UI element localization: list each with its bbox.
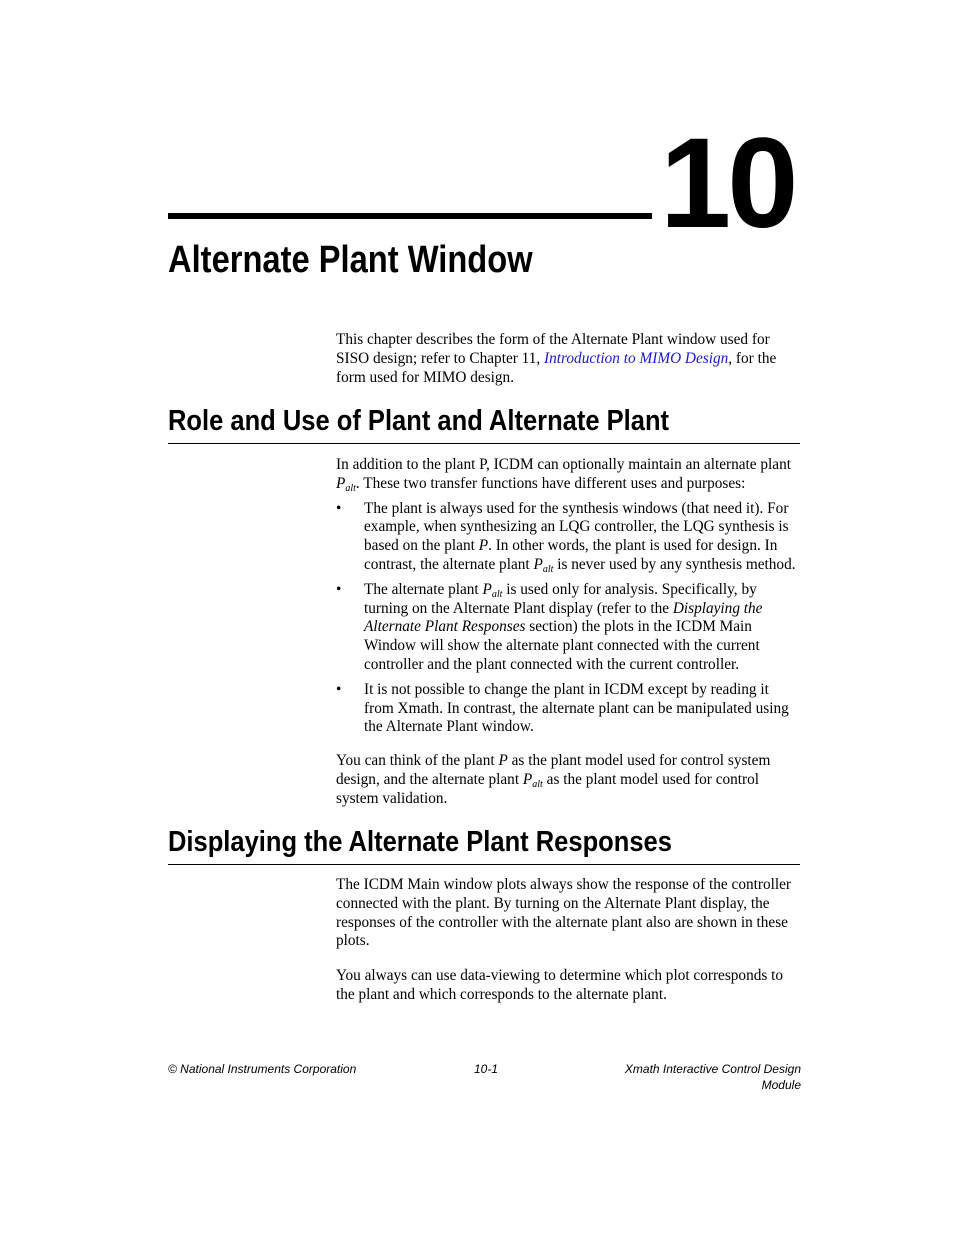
- intro-paragraph: [336, 331, 802, 387]
- section1-body: [336, 456, 802, 743]
- chapter-number: 10: [660, 112, 795, 255]
- section-rule: [168, 443, 800, 444]
- footer-copyright: © National Instruments Corporation: [168, 1062, 357, 1076]
- footer-document-title: Xmath Interactive Control Design Module: [624, 1062, 801, 1092]
- list-item: • It is not possible to change the plant in ICDM except by reading it from Xmath. In contrast, the alternate plant can be manipulated using the Alternate Plant window.: [336, 680, 789, 736]
- chapter-rule: [168, 213, 652, 219]
- section-title-displaying-responses: Displaying the Alternate Plant Responses: [168, 826, 672, 858]
- bullet-marker: •: [336, 580, 342, 598]
- section1-paragraph: In addition to the plant P, ICDM can optionally maintain an alternate plant $P_{alt}$. These two transfer functions have different uses and purposes:: [336, 456, 791, 494]
- section-title-role-and-use: Role and Use of Plant and Alternate Plant: [168, 405, 670, 437]
- list-item: • The alternate plant $P_{alt}$ is used only for analysis. Specifically, by turning on the Alternate Plant display (refer to the Displaying the Alternate Plant Responses section) the plots in the ICDM Main Window will show the alternate plant connected with the current controller and the plant connected with the current controller.: [336, 580, 763, 673]
- bullet-list: [336, 500, 802, 738]
- section1-closing-paragraph: You can think of the plant P as the plant model used for control system design, and the alternate plant $P_{alt}$ as the plant model used for control system validation.: [336, 752, 771, 807]
- section2-paragraph-1: The ICDM Main window plots always show the response of the controller connected with the plant. By turning on the Alternate Plant display, the responses of the controller with the alternate plant also are shown in these plots.: [336, 876, 792, 950]
- intro-text-end: , for the form used for MIMO design.: [336, 349, 777, 386]
- bullet-marker: •: [336, 499, 342, 517]
- intro-text: This chapter describes the form of the Alternate Plant window used for SISO design; refer to Chapter 11,: [336, 331, 770, 367]
- section-rule: [168, 864, 800, 865]
- list-item: • The plant is always used for the synthesis windows (that need it). For example, when synthesizing an LQG controller, the LQG synthesis is based on the plant P. In other words, the plant is used for design. In contrast, the alternate plant $P_{alt}$ is never used by any synthesis method.: [336, 499, 796, 575]
- section2-paragraph-2: You always can use data-viewing to determine which plot corresponds to the plant and which corresponds to the alternate plant.: [336, 967, 784, 1003]
- footer-page-number: 10-1: [474, 1062, 499, 1076]
- chapter-title: Alternate Plant Window: [168, 239, 533, 281]
- section-reference: Displaying the Alternate Plant Responses: [364, 599, 763, 636]
- bullet-marker: •: [336, 680, 342, 698]
- mimo-design-link[interactable]: Introduction to MIMO Design: [544, 349, 729, 367]
